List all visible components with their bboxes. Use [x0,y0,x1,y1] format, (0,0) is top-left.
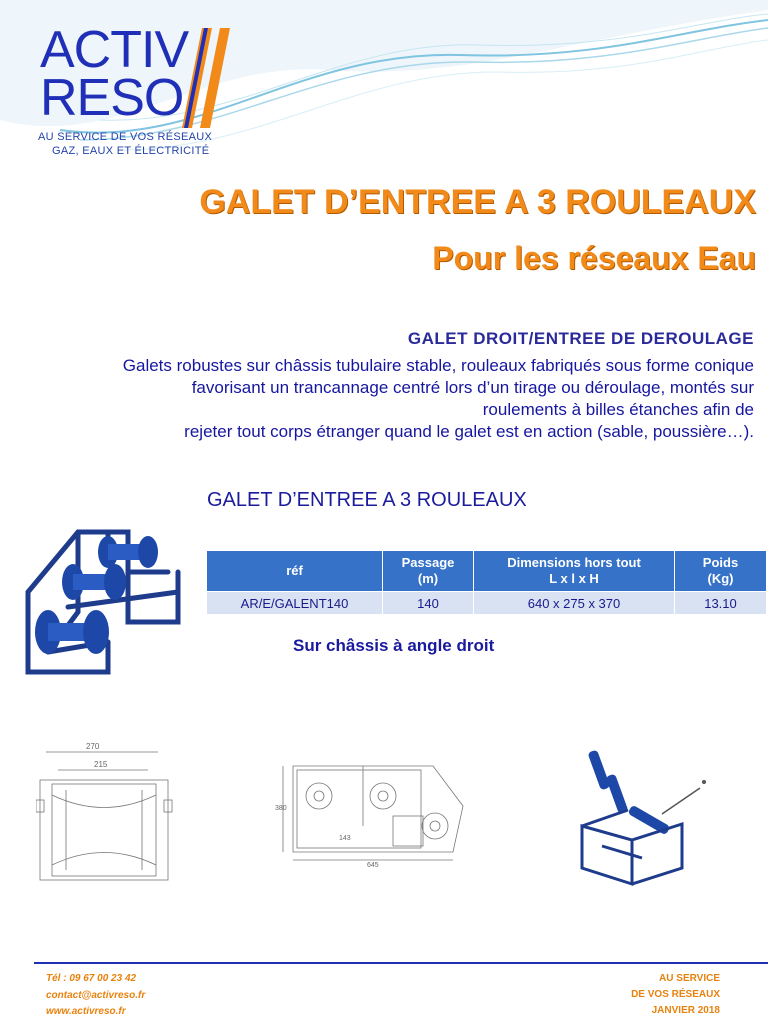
table-cell-passage: 140 [383,592,474,615]
logo-activ-text: ACTIV [40,21,189,79]
description-line: rejeter tout corps étranger quand le galet est en action (sable, poussière…). [184,422,754,441]
header-label: L x l x H [549,571,599,586]
chassis-note: Sur châssis à angle droit [293,636,495,655]
column-header-weight [675,551,767,592]
header-label: réf [286,563,303,578]
front-view-drawing [36,740,178,890]
dim-outer-label: 270 [86,742,100,751]
column-header-passage [383,551,474,592]
column-header-dimensions [474,551,675,592]
header-label: Passage [401,555,455,570]
page-title: GALET D’ENTREE A 3 ROULEAUX [199,183,756,221]
dim-inner-label: 143 [339,835,351,842]
specification-table [206,550,767,615]
logo-reso-text: RESO [40,69,184,127]
footer-divider [34,962,768,964]
product-type-heading: GALET DROIT/ENTREE DE DEROULAGE [407,329,754,348]
footer-slogan-2: DE VOS RÉSEAUX [631,989,720,1000]
exploded-view-drawing [572,728,716,894]
section-heading: GALET D’ENTREE A 3 ROULEAUX [207,489,527,511]
description-line: Galets robustes sur châssis tubulaire stable, rouleaux fabriqués sous forme conique [122,356,754,375]
column-header-ref [207,551,383,592]
header-label: (m) [417,571,439,586]
logo-tagline-2: GAZ, EAUX ET ÉLECTRICITÉ [52,145,210,157]
table-cell-weight: 13.10 [675,592,767,615]
header-label: (Kg) [707,571,734,586]
header-label: Dimensions hors tout [507,555,641,570]
table-cell-dimensions: 640 x 275 x 370 [474,592,675,615]
table-cell-ref: AR/E/GALENT140 [207,592,383,615]
footer-website-link[interactable]: www.activreso.fr [46,1006,126,1017]
dim-height-label: 380 [275,805,287,812]
description-line: favorisant un trancannage centré lors d’un tirage ou déroulage, montés sur [191,378,754,397]
table-row [207,592,767,615]
dim-inner-label: 215 [94,760,108,769]
table-header-row [207,551,767,592]
footer-email-link[interactable]: contact@activreso.fr [46,990,146,1001]
logo-tagline-1: AU SERVICE DE VOS RÉSEAUX [38,131,213,143]
description-line: roulements à billes étanches afin de [482,400,754,419]
header-label: Poids [702,555,739,570]
footer-date: JANVIER 2018 [651,1005,720,1016]
product-description [14,355,754,443]
dim-length-label: 645 [367,862,379,868]
footer-phone: Tél : 09 67 00 23 42 [46,973,137,984]
product-photo-image [8,512,198,690]
page-subtitle: Pour les réseaux Eau [432,240,756,276]
logo-slashes-icon [180,28,240,128]
footer-slogan-1: AU SERVICE [659,973,720,984]
side-view-drawing [263,756,475,868]
